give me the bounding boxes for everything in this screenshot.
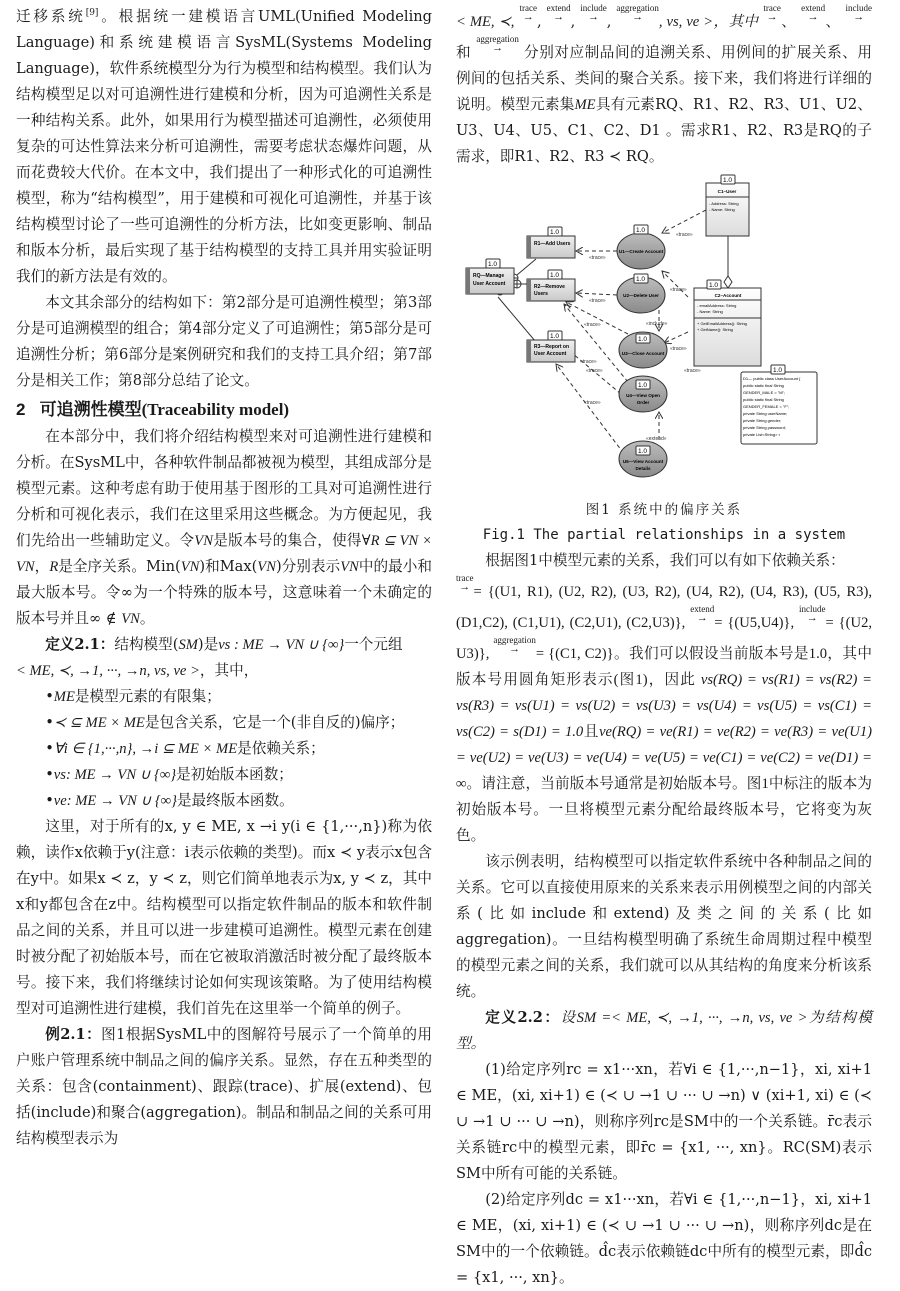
- text: 具有元素RQ、R1、R2、R3、U1、U2、U3、U4、U5、C1、C2、D1 。需求R1、R2、R3是RQ的子需求，即R1、R2、R3 ≺ RQ。: [456, 96, 872, 165]
- aggregation-arrow: aggregation →: [476, 34, 519, 54]
- requirement-label: R1—Add Users: [534, 241, 571, 247]
- section-title-en: (Traceability model): [141, 399, 290, 419]
- label: extend: [690, 604, 715, 614]
- left-column: [16, 0, 432, 1152]
- definition-head: 设SM =< ME, ≺, →1, ···, →n, vs, ve >为结构模型。: [456, 1010, 872, 1052]
- text: 分别对应制品间的追溯关系、用例间的扩展关系、用例间的包括关系、类间的聚合关系。接下来，我们将进行详细的说明。模型元素集: [456, 44, 872, 113]
- label: aggregation: [616, 3, 659, 13]
- text: 结构模型(: [114, 635, 179, 653]
- dependency-paragraph: 这里，对于所有的x, y ∈ ME, x →i y(i ∈ {1,···,n})称为依赖，读作x依赖于y(注意：i表示依赖的类型)。而x ≺ y表示x包含在y中。如果x ≺ z，y ≺ z，则它们简单地表示为x, y ≺ z，其中x和y都包含在z中。结构模型可以指定软件制品的版本和软件制品之间的关系，并且可以进一步建模可追溯性。模型元素在创建时被分配了初始版本号，而在它被取消激活时被分配了最终版本号。接下来，我们将继续讨论如何实现该策略。为了使用结构模型对可追溯性进行建模，我们首先在这里举一个简单的例子。: [16, 817, 432, 1017]
- code-line: private List<String> r: [743, 432, 780, 437]
- use-case-label: U5—View Account: [622, 459, 664, 464]
- definition-label: 定义2.2：: [485, 1009, 561, 1026]
- definition-tuple-line: [16, 658, 432, 684]
- use-case-label: U2—Delete User: [623, 293, 659, 298]
- use-case-u2: [617, 274, 665, 313]
- math-sm: SM: [178, 636, 198, 653]
- bullet-math: vs: ME → VN ∪ {∞}: [53, 766, 177, 783]
- version-badge: 1.0: [638, 336, 648, 343]
- trace-label: «trace»: [584, 322, 601, 328]
- label: aggregation: [476, 34, 519, 44]
- version-badge: 1.0: [550, 229, 560, 236]
- label: trace: [519, 3, 537, 13]
- code-line: public static final String: [743, 397, 784, 402]
- bullet-math: ve: ME → VN ∪ {∞}: [53, 792, 177, 809]
- version-badge: 1.0: [636, 227, 646, 234]
- text: 在本部分中，我们将介绍结构模型来对可追溯性进行建模和分析。在SysML中，各种软件制品都被视为模型，其组成部分是模型元素。这种考虑有助于使用基于图形的工具对可追溯性进行分析和可视化表示，我们在这里采用这些概念。为方便起见，我们先给出一些辅助定义。令: [16, 427, 432, 549]
- trace-label: «trace»: [584, 400, 601, 406]
- code-note-d1: [741, 365, 817, 444]
- trace-label: «trace»: [670, 287, 687, 293]
- dependency-sets: trace → = {(U1, R1), (U2, R2), (U3, R2), (U4, R2), (U4, R3), (U5, R3), (D1,C2), (C1,U1), (C2,U1), (C2,U3)}, extend → = {(U5,U4)}, include → = {(U2, U3)}, aggregation → = {(C1, C2)}。我们可以假设当前版本号是1.0，其中版本号用圆角矩形表示(图1)，因此 vs(RQ) = vs(R1) = vs(R2) = vs(R3) = vs(U1) = vs(U2) = vs(U3) = vs(U4) = vs(U5) = vs(C1) = vs(C2) = s(D1) = 1.0且ve(RQ) = ve(R1) = ve(R2) = ve(R3) = ve(U1) = ve(U2) = ve(U3) = ve(U4) = ve(U5) = ve(C1) = ve(C2) = ve(D1) = ∞。请注意，当前版本号通常是初始版本号。图1中标注的版本为初始版本号。一旦将模型元素分配给最终版本号，它将变为灰色。: [456, 573, 873, 844]
- bullet-text: 是最终版本函数。: [176, 791, 294, 809]
- figure-caption-en: Fig.1 The partial relationships in a system: [482, 527, 846, 543]
- include-arrow: include →: [799, 604, 826, 624]
- text: )分别表示: [275, 557, 341, 575]
- text: 是版本号的集合，使得∀: [212, 531, 371, 549]
- bullet-item: •vs: ME → VN ∪ {∞}是初始版本函数；: [45, 765, 293, 783]
- math-tuple-start: < ME, ≺,: [456, 14, 515, 30]
- text: 。请注意，当前版本号通常是初始版本号。图1中标注的版本为初始版本号。一旦将模型元素分配给最终版本号，它将变为灰色。: [456, 776, 872, 844]
- use-case-u5: [619, 441, 667, 477]
- include-set: = {(U2, U3)}: [456, 615, 873, 662]
- math-vn: VN: [180, 558, 200, 575]
- label: include: [799, 604, 826, 614]
- aggregation-arrow: aggregation →: [616, 3, 659, 23]
- code-line: GENDER_MALE = "M";: [743, 390, 786, 395]
- extend-arrow: extend →: [801, 3, 826, 23]
- use-case-u3: [619, 332, 667, 368]
- class-c1: [706, 175, 749, 236]
- trace-arrow: trace →: [519, 3, 537, 23]
- label: extend: [801, 3, 826, 13]
- trace-set: = {(U1, R1), (U2, R2), (U3, R2), (U4, R2), (U4, R3), (U5, R3), (D1,C2), (C1,U1), (C2,U1), (C2,U3)}: [456, 584, 872, 631]
- text: 。我们可以假设当前版本号是1.0，其中版本号用圆角矩形表示(图1)，因此: [456, 646, 872, 688]
- code-line: private String userName;: [743, 411, 788, 416]
- definition-label: 定义2.1：: [45, 635, 115, 653]
- class-attribute: - Name: String: [697, 309, 723, 314]
- intro-text-rest: 。根据统一建模语言UML(Unified Modeling Language)和系统建模语言SysML(Systems Modeling Language)，软件系统模型分为行为模型和结构模型。我们认为结构模型足以对可追溯性进行建模和分析，因为可追溯性关系是一种结构关系。此外，如果用行为模型描述可追溯性，必须使用复杂的可达性算法来分析可追溯性，需要考虑状态爆炸问题，从而花费较大代价。在本文中，我们提出了一种形式化的可追溯性模型，称为“结构模型”，用于建模和可视化可追溯性，并基于该结构模型讨论了一些可追溯性的分析方法，比如变更影响、制品和版本分析，最后实现了基于结构模型的支持工具并用实验证明我们的新方法是有效的。: [16, 7, 432, 285]
- text: ，: [34, 557, 50, 575]
- math-vn: VN: [340, 558, 359, 575]
- use-case-label: U3—Close Account: [621, 351, 665, 356]
- figure-caption-cn: 图1 系统中的偏序关系: [585, 502, 743, 518]
- example-label: 例2.1：: [45, 1025, 102, 1043]
- section-intro-paragraph: [16, 424, 432, 632]
- text: 、: [780, 13, 797, 30]
- class-operation: + GetEmailAddress(): String: [697, 321, 747, 326]
- dependencies-intro: 根据图1中模型元素的关系，我们可以有如下依赖关系：: [485, 552, 845, 569]
- extend-arrow: extend →: [690, 604, 715, 624]
- trace-label: «trace»: [589, 298, 606, 304]
- use-case-label: Details: [635, 466, 651, 471]
- extend-arrow: extend →: [546, 3, 571, 23]
- intro-paragraph: [16, 0, 432, 290]
- include-arrow: include →: [845, 3, 872, 23]
- math-vs-function: vs : ME → VN ∪ {∞}: [218, 636, 345, 653]
- bullet-math: ≺ ⊆ ME × ME: [53, 714, 145, 731]
- code-line: private String password;: [743, 425, 786, 430]
- intro-text-start: 迁移系统: [16, 7, 86, 25]
- version-badge: 1.0: [773, 367, 783, 374]
- outline-paragraph: 本文其余部分的结构如下：第2部分是可追溯性模型；第3部分是可追溯模型的组合；第4部分定义了可追溯性；第5部分是可追溯性分析；第6部分是案例研究和我们的支持工具介绍；第7部分是相关工作；第8部分总结了论文。: [16, 293, 432, 389]
- math-vn: VN: [121, 610, 140, 627]
- code-line: GENDER_FEMALE = "F";: [743, 404, 790, 409]
- math-vs-equalities: vs(RQ) = vs(R1) = vs(R2) = vs(R3) = vs(U1) = vs(U2) = vs(U3) = vs(U4) = vs(U5) = vs(C1) = vs(C2) = s(D1) = 1.0: [456, 672, 872, 740]
- aggregation-arrow: aggregation →: [493, 635, 536, 655]
- requirement-rq: [466, 259, 514, 294]
- text: ，其中，: [199, 661, 259, 679]
- bullet-text: 是模型元素的有限集；: [74, 687, 221, 705]
- math-tuple-end: , vs, ve >，其中: [658, 14, 759, 30]
- trace-arrow: trace →: [456, 573, 474, 593]
- definition-2-2-item-2: (2)给定序列dc = x1···xn，若∀i ∈ {1,···,n−1}，xi, xi+1 ∈ ME，(xi, xi+1) ∈ (≺ ∪ →1 ∪ ··· ∪ →n)，则称序列dc是在SM中的一个依赖链。d̂c表示依赖链dc中所有的模型元素，即d̂c = {x1, ···, xn}。: [456, 1191, 872, 1286]
- requirement-r3: [527, 331, 575, 362]
- use-case-label: Order: [636, 400, 650, 405]
- class-attribute: - Address: String: [709, 201, 739, 206]
- requirement-label: User Account: [534, 351, 567, 357]
- section-title-cn: 可追溯性模型: [39, 399, 142, 419]
- tuple-paragraph: < ME, ≺, trace → , extend → , include → , aggregation → , vs, ve >，其中 trace → 、 extend → 、 include → 和 aggregation → 分别对应制品间的追溯关系、用例间的扩展关系、用例间的包括关系、类间的聚合关系。接下来，我们将进行详细的说明。模型元素集ME具有元素RQ、R1、R2、R3、U1、U2、U3、U4、U5、C1、C2、D1 。需求R1、R2、R3是RQ的子需求，即R1、R2、R3 ≺ RQ。: [456, 3, 872, 165]
- trace-arrow: trace →: [763, 3, 781, 23]
- extend-label: «extend»: [646, 436, 667, 442]
- include-arrow: include →: [580, 3, 607, 23]
- version-badge: 1.0: [550, 272, 560, 279]
- trace-label: «trace»: [684, 368, 701, 374]
- requirement-label: R2—Remove: [534, 284, 565, 290]
- text: )是: [197, 635, 219, 653]
- label: trace: [763, 3, 781, 13]
- requirement-r1: [527, 227, 575, 258]
- version-badge: 1.0: [638, 448, 648, 455]
- bullet-text: 是初始版本函数；: [176, 765, 293, 783]
- right-column: [456, 0, 872, 170]
- label: extend: [546, 3, 571, 13]
- definition-bullets: [16, 684, 432, 814]
- label: trace: [456, 573, 474, 583]
- text: 中的最小和最大版本号。令∞为一个特殊的版本号，这意味着一个未确定的版本号并且∞ ∉: [16, 557, 432, 627]
- bullet-math: ∀i ∈ {1,···,n}, →i ⊆ ME × ME: [53, 740, 238, 757]
- math-r-subset: R ⊆ VN × VN: [16, 532, 432, 575]
- class-attribute: - Name: String: [709, 207, 735, 212]
- version-badge: 1.0: [550, 333, 560, 340]
- use-case-u1: [617, 225, 665, 269]
- math-r: R: [49, 558, 59, 575]
- use-case-label: U4—View Open: [626, 393, 660, 398]
- bullet-item: •∀i ∈ {1,···,n}, →i ⊆ ME × ME是依赖关系；: [45, 739, 325, 757]
- version-badge: 1.0: [636, 276, 646, 283]
- section-number: 2: [16, 399, 26, 419]
- math-vn: VN: [257, 558, 276, 575]
- bullet-text: 是包含关系，它是一个(非自反的)偏序；: [144, 713, 405, 731]
- right-column-lower: [456, 494, 872, 1291]
- figure-1-diagram: [456, 172, 872, 494]
- version-badge: 1.0: [709, 282, 719, 289]
- code-line: public static final String: [743, 383, 784, 388]
- example-2-1: [16, 1022, 432, 1152]
- bullet-text: 是依赖关系；: [237, 739, 325, 757]
- text: 和: [456, 44, 472, 61]
- text: 一个元组: [344, 635, 403, 653]
- class-title: C2–Account: [714, 293, 742, 298]
- use-case-label: U1—Create Account: [618, 249, 664, 254]
- definition-2-1: [16, 632, 432, 658]
- version-badge: 1.0: [723, 177, 733, 184]
- trace-label: «trace»: [580, 359, 597, 365]
- label: include: [580, 3, 607, 13]
- definition-2-2: [456, 1005, 872, 1057]
- bullet-item: •ME是模型元素的有限集；: [45, 687, 221, 705]
- code-line: private String gender;: [743, 418, 782, 423]
- include-label: «include»: [646, 321, 668, 327]
- requirement-label: RQ—Manage: [473, 273, 505, 279]
- aggregation-diamond: [724, 276, 732, 288]
- example-text: 图1根据SysML中的图解符号展示了一个简单的用户账户管理系统中制品之间的偏序关系。显然，存在五种类型的关系：包含(containment)、跟踪(trace)、扩展(extend)、包括(include)和聚合(aggregation)。制品和制品之间的关系可用结构模型表示为: [16, 1025, 433, 1147]
- version-badge: 1.0: [488, 261, 498, 268]
- requirement-label: Users: [534, 291, 548, 297]
- code-line: D1— public class UserAccount {: [743, 376, 801, 381]
- trace-label: «trace»: [589, 255, 606, 261]
- text: 。: [139, 609, 155, 627]
- text: 且: [583, 724, 600, 740]
- extend-set: = {(U5,U4)}: [714, 615, 791, 631]
- label: aggregation: [493, 635, 536, 645]
- class-attribute: - emailAddress: String: [697, 303, 737, 308]
- bullet-item: •ve: ME → VN ∪ {∞}是最终版本函数。: [45, 791, 294, 809]
- trace-label: «trace»: [676, 232, 693, 238]
- class-title: C1–User: [717, 189, 737, 194]
- use-case-u4: [619, 376, 667, 412]
- requirement-label: User Account: [473, 281, 506, 287]
- class-operation: + GetName(): String: [697, 327, 733, 332]
- trace-label: «trace»: [670, 346, 687, 352]
- section-heading: [16, 396, 432, 424]
- math-ve-equalities: ve(RQ) = ve(R1) = ve(R2) = ve(R3) = ve(U1) = ve(U2) = ve(U3) = ve(U4) = ve(U5) = ve(C1) = ve(C2) = ve(D1) = ∞: [456, 724, 872, 792]
- class-c2: [694, 280, 761, 366]
- math-tuple: < ME, ≺, →1, ···, →n, vs, ve >: [16, 662, 200, 679]
- math-me: ME: [574, 97, 596, 113]
- bullet-item: •≺ ⊆ ME × ME是包含关系，它是一个(非自反的)偏序；: [45, 713, 405, 731]
- version-badge: 1.0: [638, 382, 648, 389]
- example-conclusion: 该示例表明，结构模型可以指定软件系统中各种制品之间的关系。它可以直接使用原来的关系来表示用例模型之间的内部关系(比如include和extend)及类之间的关系(比如aggregation)。一旦结构模型明确了系统生命周期过程中模型的模型元素之间的关系，我们就可以从其结构的角度来分析该系统。: [456, 853, 872, 1000]
- requirement-label: R3—Report on: [534, 344, 569, 350]
- requirement-r2: [527, 270, 575, 301]
- math-vn: VN: [194, 532, 213, 549]
- text: 是全序关系。Min(: [58, 557, 181, 575]
- text: 、: [825, 13, 841, 30]
- trace-label: «trace»: [586, 368, 603, 374]
- bullet-math: ME: [53, 688, 75, 705]
- label: include: [845, 3, 872, 13]
- citation-ref: [9]: [85, 8, 99, 18]
- text: )和Max(: [199, 557, 258, 575]
- definition-2-2-item-1: (1)给定序列rc = x1···xn，若∀i ∈ {1,···,n−1}，xi, xi+1 ∈ ME，(xi, xi+1) ∈ (≺ ∪ →1 ∪ ··· ∪ →n) ∨ (xi+1, xi) ∈ (≺ ∪ →1 ∪ ··· ∪ →n)，则称序列rc是SM中的一个关系链。r̄c表示关系链rc中的模型元素，即r̄c = {x1, ···, xn}。RC(SM)表示SM中所有可能的关系链。: [456, 1061, 872, 1182]
- aggregation-set: = {(C1, C2)}: [535, 646, 614, 662]
